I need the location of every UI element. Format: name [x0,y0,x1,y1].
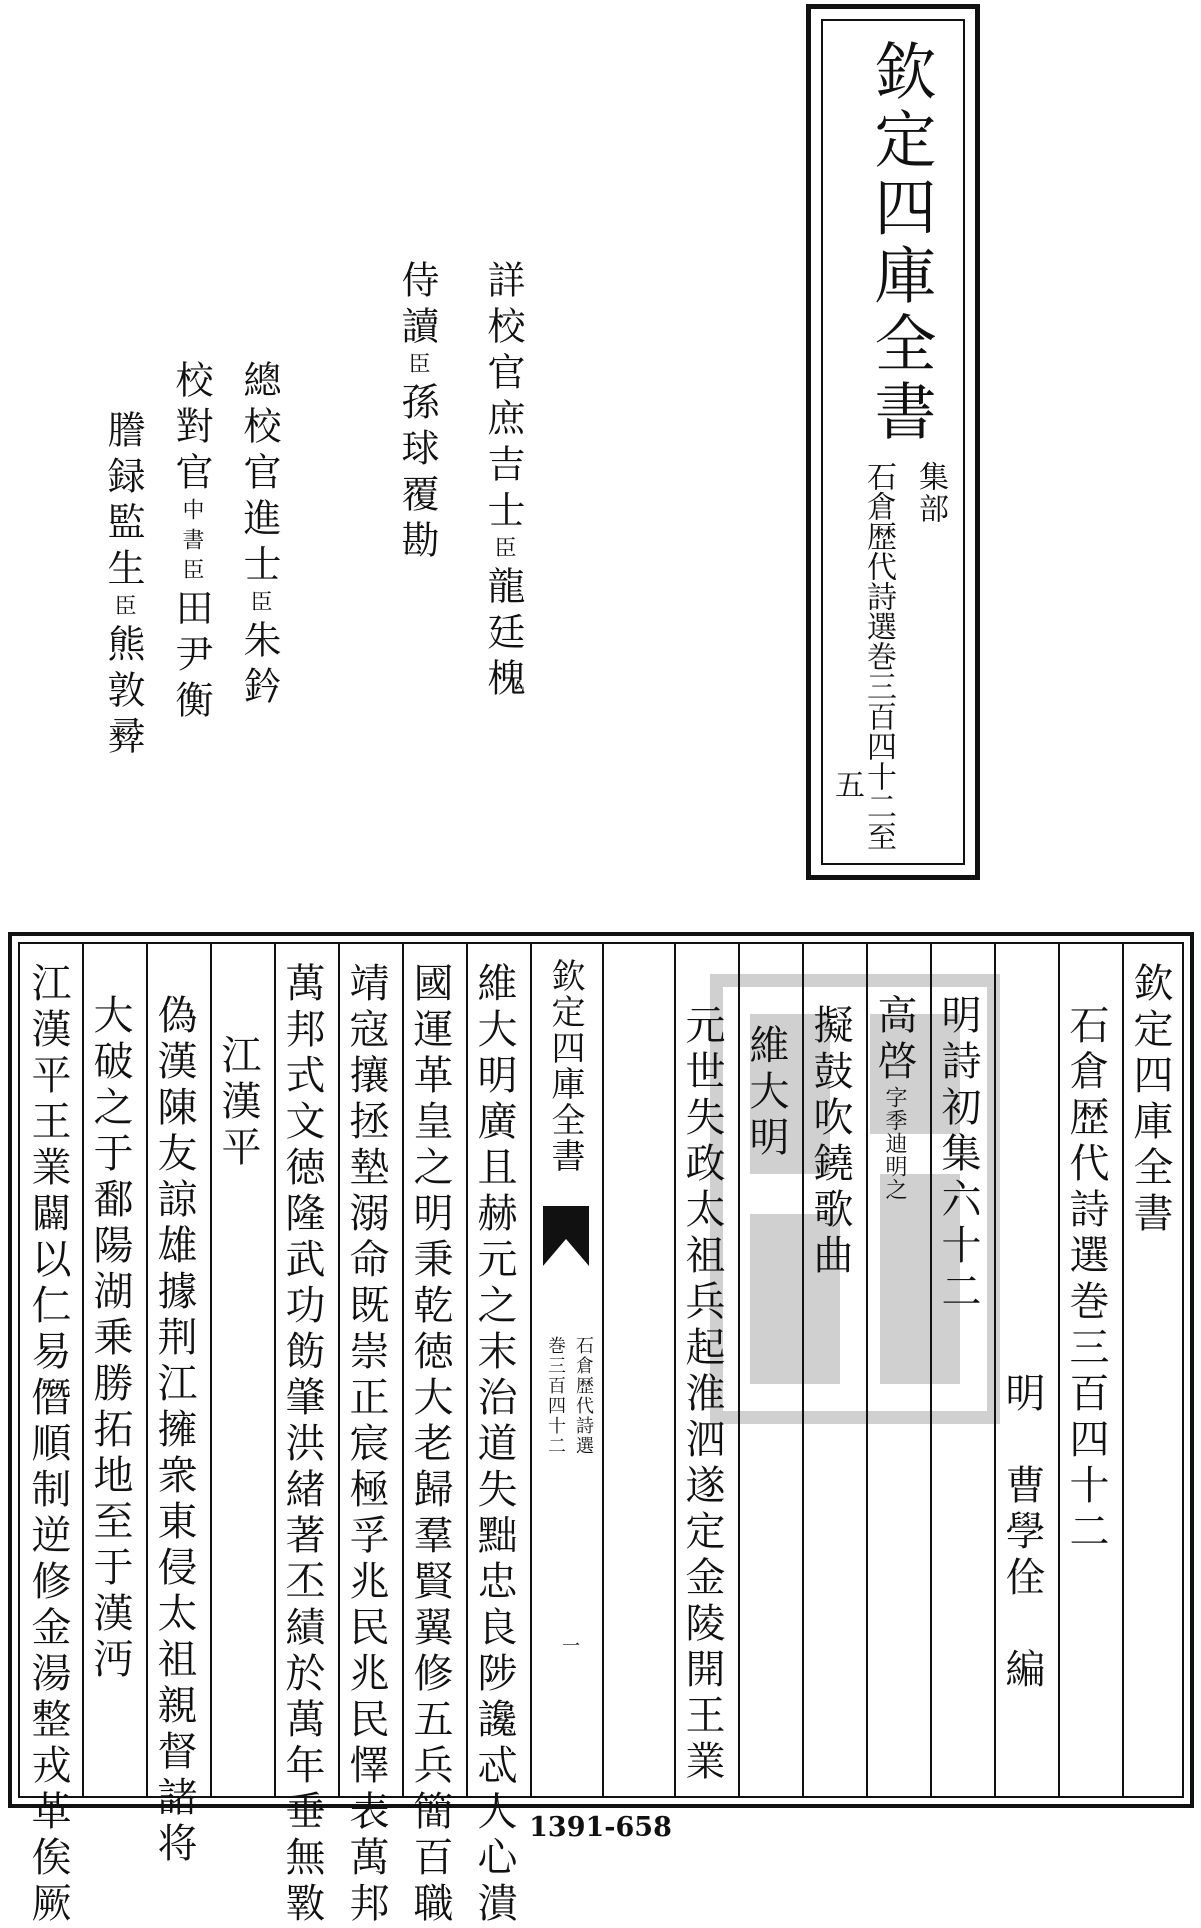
editor-role: 編 [999,1648,1045,1694]
category-label: 集部 [913,461,948,525]
volume-title: 石倉歴代詩選巻三百四十二至 [861,461,896,851]
column-rule [1122,944,1124,1796]
column-rule [402,944,404,1796]
text-column: 國運革皇之明秉乾徳大老歸羣賢翼修五兵簡百職 [407,962,453,1928]
credit-line-reviewer [395,260,439,566]
credit-line-chief-editor [237,360,281,712]
credit-rank: 臣 [179,558,204,588]
book-title: 欽定四庫全書 [864,39,937,447]
banxin-rule [602,944,604,1796]
text-column: 萬邦式文徳隆武功飭肇洪緒著丕績於萬年垂無斁 [279,962,325,1928]
credit-line-copyist [101,410,145,762]
credit-role: 詳校官庶吉士 [481,260,525,536]
column-rule [674,944,676,1796]
credit-name: 田尹衡 [169,588,213,726]
editor-name: 曹學佺 [999,1464,1045,1602]
title-slip-inner-frame [821,19,965,865]
column-rule [530,944,532,1796]
column-rule [210,944,212,1796]
editor-line [999,1372,1045,1418]
author-name: 高啓 [871,994,917,1086]
poem-title: 擬鼓吹鐃歌曲 [807,1004,853,1280]
banxin-volume: 巻三百四十二 [545,1336,566,1456]
credit-rank: 臣 [405,352,430,382]
credit-line-proofreader [481,260,525,704]
column-rule [466,944,468,1796]
credit-sub-role: 中書 [179,498,204,558]
author-line [871,994,917,1201]
text-column: 偽漢陳友諒雄據荆江擁衆東侵太祖親督諸将 [151,994,197,1868]
column-rule [1058,944,1060,1796]
editor-dynasty: 明 [999,1372,1045,1418]
column-rule [994,944,996,1796]
column-rule [338,944,340,1796]
credit-role: 謄録監生 [101,410,145,594]
credit-line-collator [169,360,213,726]
banxin-title: 欽定四庫全書 [545,958,585,1174]
author-note: 字季迪明之 [882,1086,907,1201]
banxin-page-number: 一 [559,1636,580,1654]
column-rule [866,944,868,1796]
text-column: 大破之于鄱陽湖乗勝拓地至于漢沔 [87,994,133,1684]
credit-role: 總校官進士 [237,360,281,590]
column-rule [802,944,804,1796]
text-column: 江漢平王業闢以仁易僭順制逆修金湯整戎革俟厥 [25,962,71,1928]
collection-title: 明詩初集六十二 [935,994,981,1316]
volume-title-end: 五 [829,769,864,799]
credit-role: 侍讀 [395,260,439,352]
credit-name: 熊敦彛 [101,624,145,762]
title-slip [806,4,980,880]
credit-rank: 臣 [111,594,136,624]
text-column: 靖寇攘拯墊溺命既崇正宸極孚兆民兆民懌表萬邦 [343,962,389,1928]
credit-name: 朱鈐 [237,620,281,712]
column-rule [146,944,148,1796]
column-rule [82,944,84,1796]
banxin-fishtail [543,1206,589,1266]
text-column: 維大明廣且赫元之末治道失黜忠良陟讒忒人心潰 [471,962,517,1928]
banxin-subtitle: 石倉歴代詩選 [573,1336,594,1456]
volume-line: 石倉歴代詩選巻三百四十二 [1063,1004,1109,1556]
column-rule [274,944,276,1796]
poem-subtitle: 維大明 [743,1024,789,1162]
credit-name: 孫球覆勘 [395,382,439,566]
page-number: 1391-658 [529,1812,672,1843]
credit-role: 校對官 [169,360,213,498]
credit-rank: 臣 [491,536,516,566]
column-rule [738,944,740,1796]
page-header: 欽定四庫全書 [1127,962,1173,1238]
text-column: 元世失政太祖兵起淮泗遂定金陵開王業 [679,1004,725,1786]
column-rule [930,944,932,1796]
section-title: 江漢平 [215,1034,261,1172]
editor-name-line [999,1464,1045,1694]
credit-name: 龍廷槐 [481,566,525,704]
credit-rank: 臣 [247,590,272,620]
